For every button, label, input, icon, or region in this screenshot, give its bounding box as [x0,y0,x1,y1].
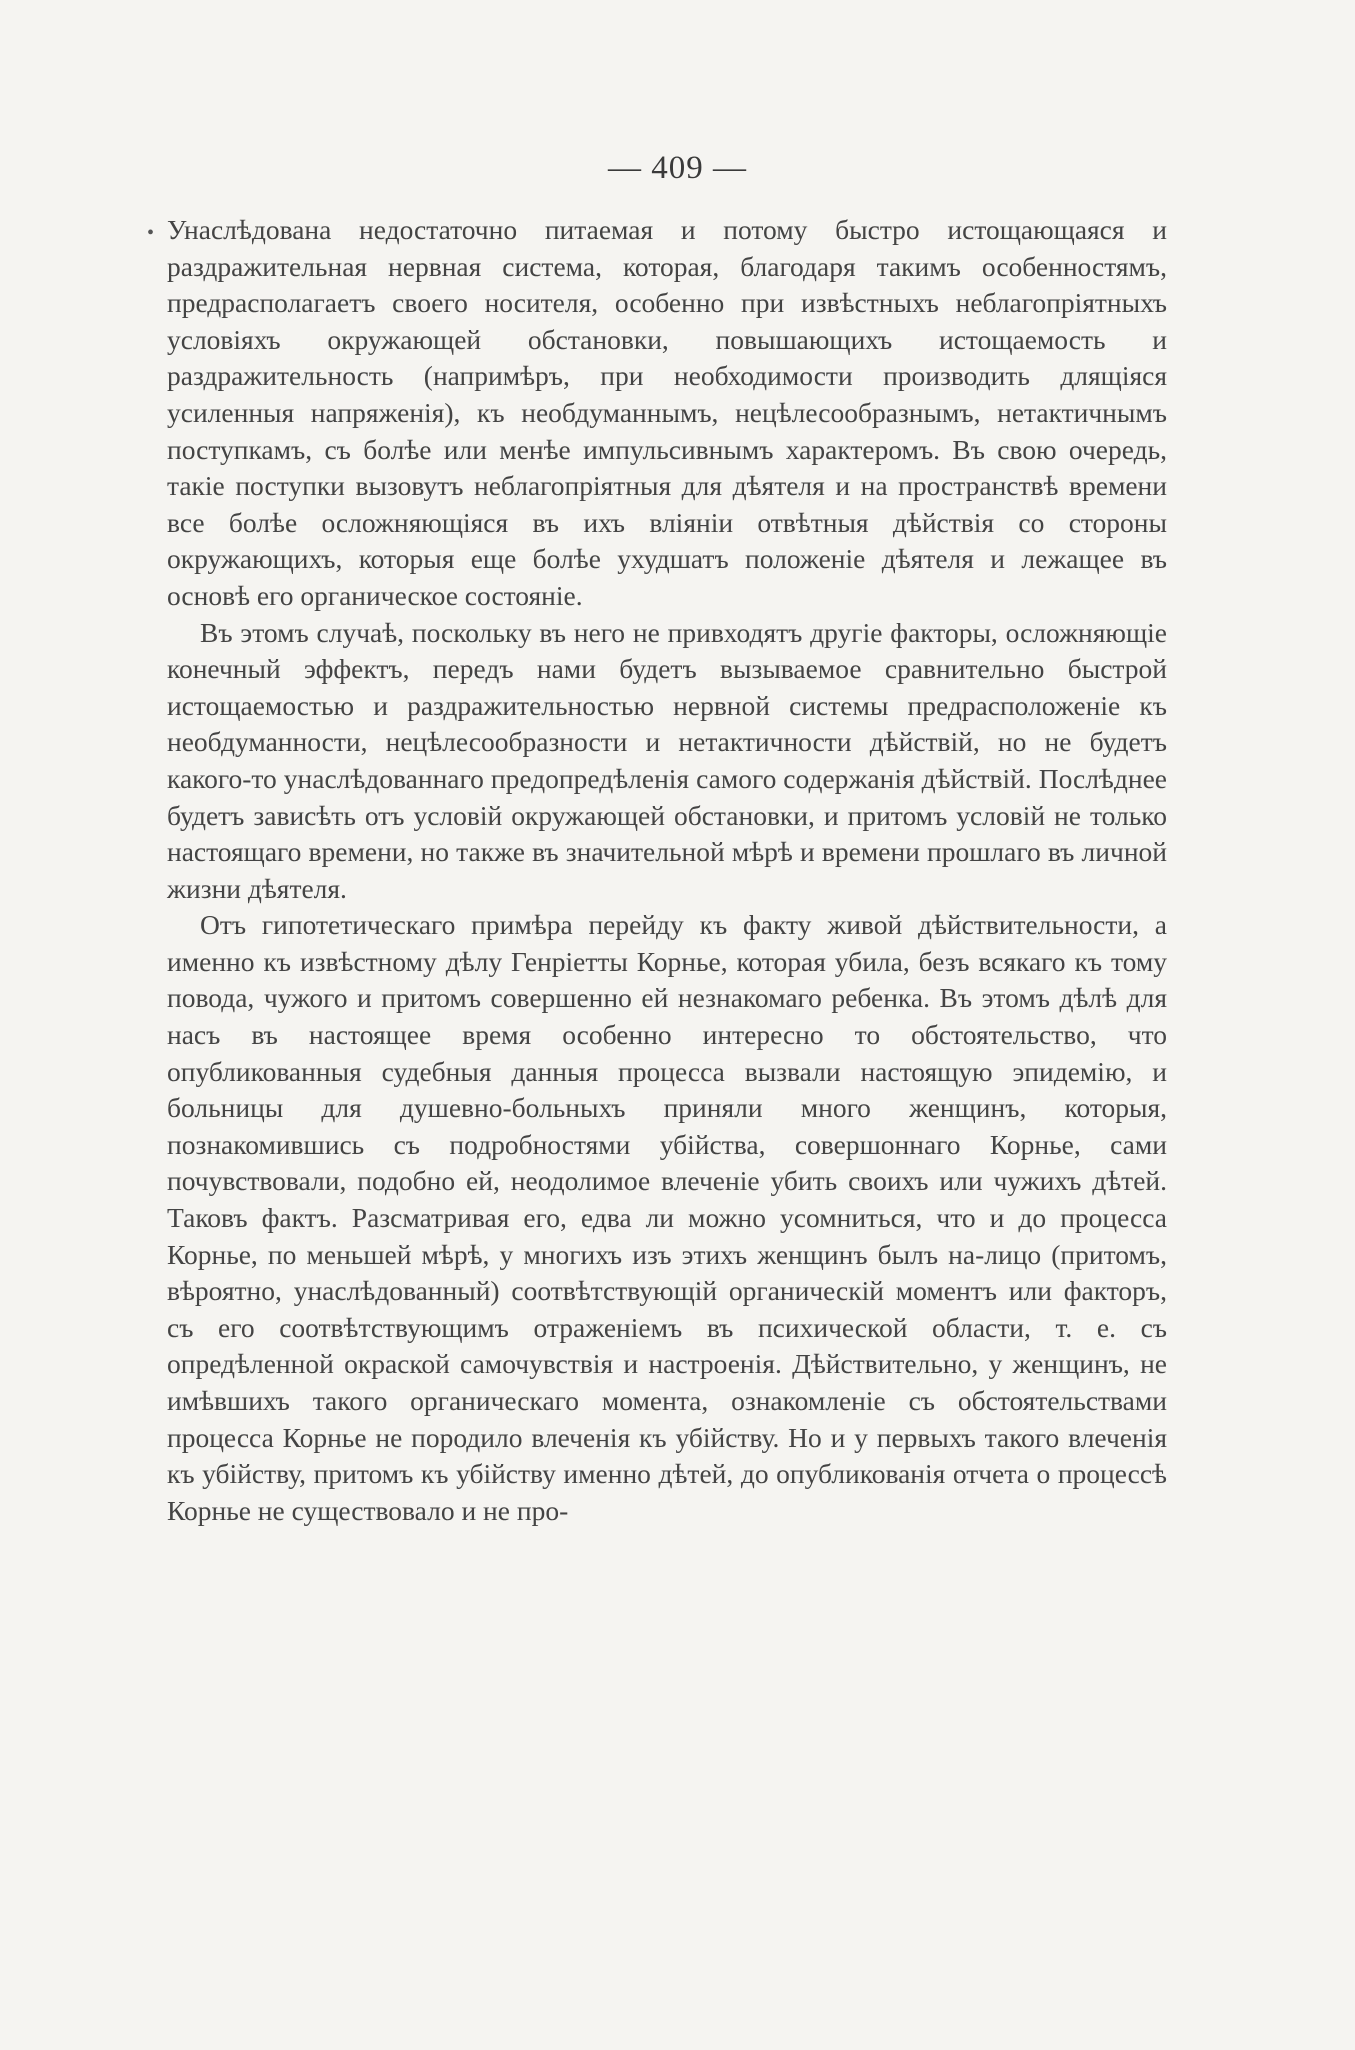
page-number: — 409 — [608,150,747,186]
paragraph-2: Въ этомъ случаѣ, поскольку въ него не привходятъ другіе факторы, осложняющіе конечный эффектъ, передъ нами будетъ вызываемое сравнительно быстрой истощаемостью и раздражительностью нервной системы предрасположеніе къ необдуманности, нецѣлесообразности и нетактичности дѣйствій, но не будетъ какого-то унаслѣдованнаго предопредѣленія самого содержанія дѣйствій. Послѣднее будетъ зависѣть отъ условій окружающей обстановки, и притомъ условій не только настоящаго времени, но также въ значительной мѣрѣ и времени прошлаго въ личной жизни дѣятеля. [167,616,1167,904]
body-text [167,212,1167,1529]
paragraph-1: Унаслѣдована недостаточно питаемая и потому быстро истощающаяся и раздражительная нервная система, которая, благодаря такимъ особенностямъ, предрасполагаетъ своего носителя, особенно при извѣстныхъ неблагопріятныхъ условіяхъ окружающей обстановки, повышающихъ истощаемость и раздражительность (напримѣръ, при необходимости производить длящіяся усиленныя напряженія), къ необдуманнымъ, нецѣлесообразнымъ, нетактичнымъ поступкамъ, съ болѣе или менѣе импульсивнымъ характеромъ. Въ свою очередь, такіе поступки вызовутъ неблагопріятныя для дѣятеля и на пространствѣ времени все болѣе осложняющіяся въ ихъ вліяніи отвѣтныя дѣйствія со стороны окружающихъ, которыя еще болѣе ухудшатъ положеніе дѣятеля и лежащее въ основѣ его органическое состояніе. [167,214,1167,611]
margin-mark: • [147,222,155,244]
paragraph-3: Отъ гипотетическаго примѣра перейду къ факту живой дѣйствительности, а именно къ извѣстному дѣлу Генріетты Корнье, которая убила, безъ всякаго къ тому повода, чужого и притомъ совершенно ей незнакомаго ребенка. Въ этомъ дѣлѣ для насъ въ настоящее время особенно интересно то обстоятельство, что опубликованныя судебныя данныя процесса вызвали настоящую эпидемію, и больницы для душевно-больныхъ приняли много женщинъ, которыя, познакомившись съ подробностями убійства, совершоннаго Корнье, сами почувствовали, подобно ей, неодолимое влеченіе убить своихъ или чужихъ дѣтей. Таковъ фактъ. Разсматривая его, едва ли можно усомниться, что и до процесса Корнье, по меньшей мѣрѣ, у многихъ изъ этихъ женщинъ былъ на-лицо (притомъ, вѣроятно, унаслѣдованный) соотвѣтствующій органическій моментъ или факторъ, съ его соотвѣтствующимъ отраженіемъ въ психической области, т. е. съ опредѣленной окраской самочувствія и настроенія. Дѣйствительно, у женщинъ, не имѣвшихъ такого органическаго момента, ознакомленіе съ обстоятельствами процесса Корнье не породило влеченія къ убійству. Но и у первыхъ такого влеченія къ убійству, притомъ къ убійству именно дѣтей, до опубликованія отчета о процессѣ Корнье не существовало и не про- [167,909,1167,1526]
